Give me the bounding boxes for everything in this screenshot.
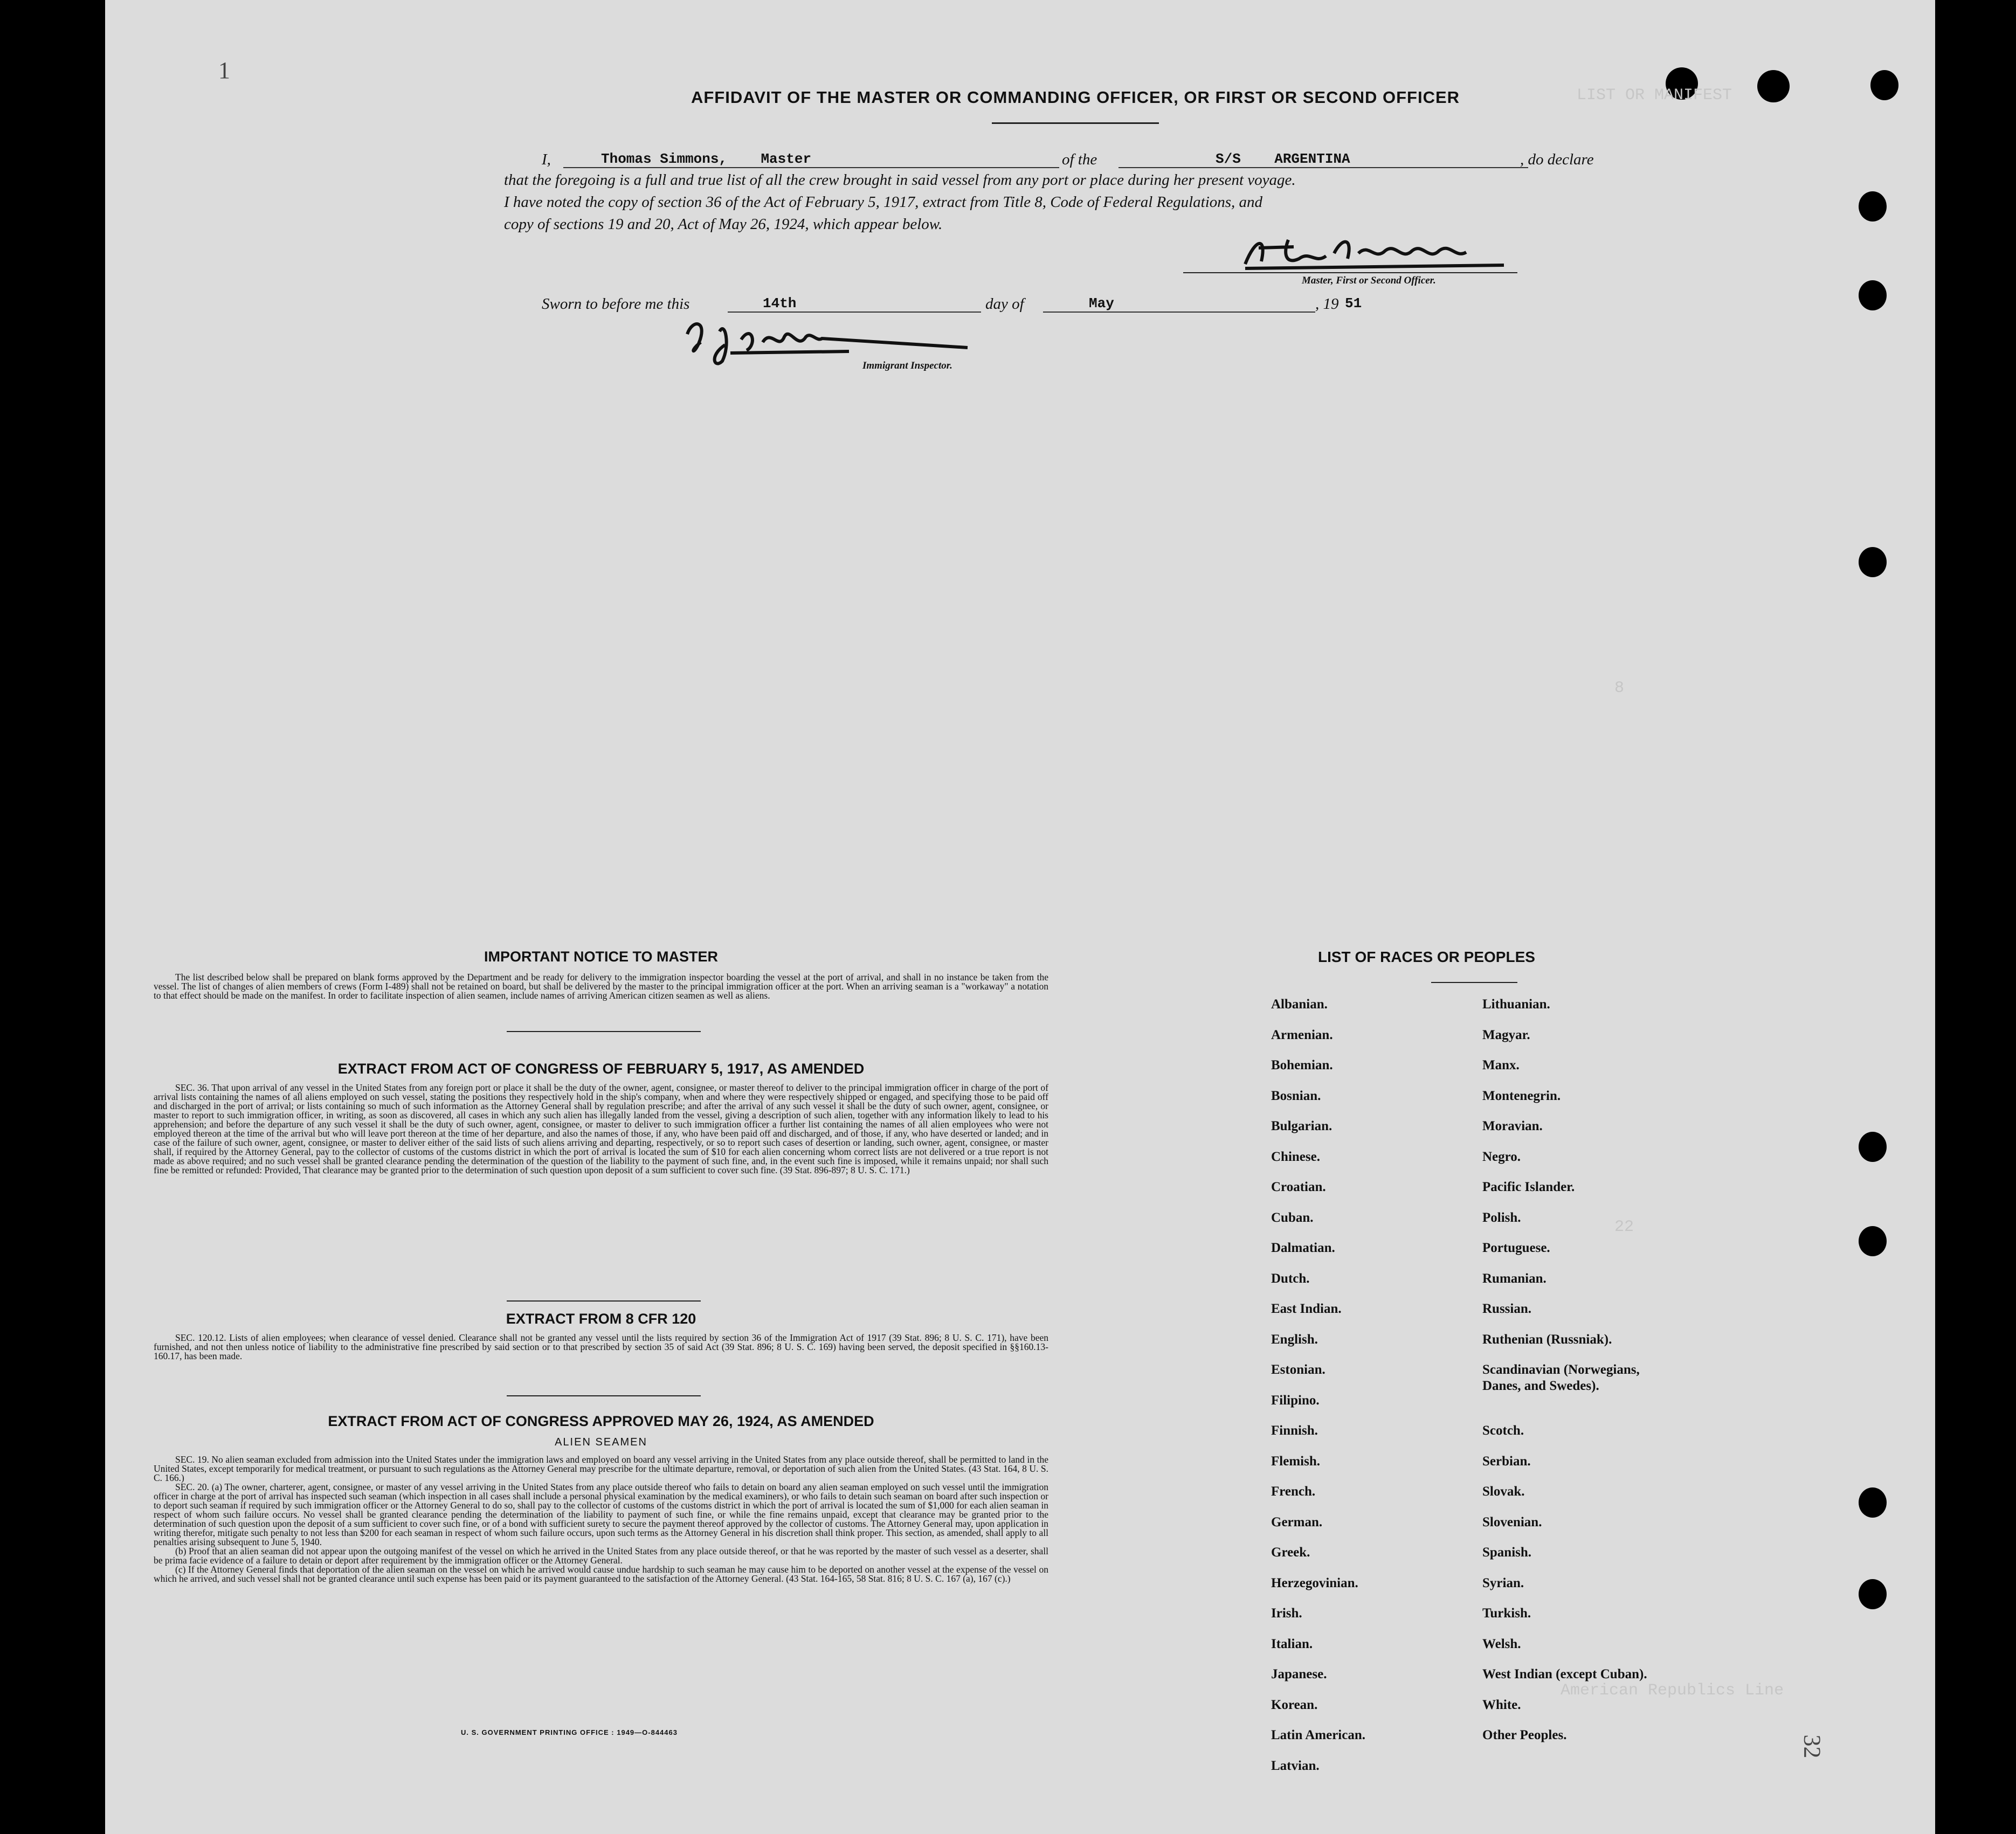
race-item: Japanese. <box>1271 1667 1327 1681</box>
race-item: Filipino. <box>1271 1393 1320 1408</box>
race-item: East Indian. <box>1271 1302 1342 1316</box>
master-signature <box>1234 232 1515 275</box>
year-prefix: , 19 <box>1315 295 1339 313</box>
race-item: Albanian. <box>1271 997 1328 1012</box>
punch-hole <box>1859 547 1887 577</box>
race-item: Turkish. <box>1482 1606 1531 1621</box>
race-item: Welsh. <box>1482 1636 1521 1651</box>
race-item: Finnish. <box>1271 1423 1318 1438</box>
race-item: Syrian. <box>1482 1575 1524 1590</box>
race-item: Manx. <box>1482 1058 1520 1072</box>
race-item: Herzegovinian. <box>1271 1575 1358 1590</box>
race-item: Montenegrin. <box>1482 1088 1561 1103</box>
affidavit-text: copy of sections 19 and 20, Act of May 26, 1924, which appear below. <box>504 216 943 233</box>
race-item: Bosnian. <box>1271 1088 1321 1103</box>
race-item: Cuban. <box>1271 1210 1314 1225</box>
extract-1917-title: EXTRACT FROM ACT OF CONGRESS OF FEBRUARY 5, 1917, AS AMENDED <box>337 1061 865 1077</box>
punch-hole <box>1859 1132 1887 1162</box>
race-item: Croatian. <box>1271 1180 1326 1194</box>
printer-line: U. S. GOVERNMENT PRINTING OFFICE : 1949—O-844463 <box>461 1728 678 1736</box>
divider <box>992 122 1159 124</box>
race-item: Polish. <box>1482 1210 1521 1225</box>
race-item: Flemish. <box>1271 1454 1320 1469</box>
do-declare-label: , do declare <box>1520 151 1594 168</box>
race-item: Portuguese. <box>1482 1241 1550 1255</box>
extract-1924-body <box>154 1455 1048 1583</box>
bleed-through-text: LIST OR MANIFEST <box>1577 86 1732 105</box>
bleed-through-text: 8 <box>1614 679 1625 697</box>
race-item: French. <box>1271 1484 1316 1499</box>
section-20c-text: (c) If the Attorney General finds that deportation of the alien seaman on the vessel on which he arrived would cause undue hardship to such seaman he may cause him to be deported on another vessel at the expense of the vessel on which he arrived, and such vessel shall not be granted clearance until such expense has been paid or its payment guaranteed to the satisfaction of the Attorney General. (43 Stat. 164-165, 58 Stat. 816; 8 U. S. C. 167 (a), 167 (c).) <box>154 1564 1048 1584</box>
margin-mark: 32 <box>1799 1734 1826 1759</box>
section-120-12-text: SEC. 120.12. Lists of alien employees; when clearance of vessel denied. Clearance shall not be granted any vessel until the lists required by section 36 of the Immigration Act of 1917 (39 Stat. 896; 8 U. S. C. 171), have been furnished, and not then unless notice of liability to the administrative fine prescribed by said section or to that prescribed by section 35 of said Act (39 Stat. 896; 8 U. S. C. 169) having been served, the deposit specified in §§160.13-160.17, has been made. <box>154 1332 1048 1361</box>
extract-cfr-body <box>154 1333 1048 1361</box>
race-item: Bohemian. <box>1271 1058 1333 1072</box>
vessel-name-value: S/S ARGENTINA <box>1216 151 1350 167</box>
day-field <box>728 295 981 313</box>
race-item: English. <box>1271 1332 1318 1347</box>
race-item: Scotch. <box>1482 1423 1524 1438</box>
punch-hole <box>1859 280 1887 310</box>
race-item: Irish. <box>1271 1606 1302 1621</box>
extract-1917-body <box>154 1083 1048 1175</box>
punch-hole <box>1859 191 1887 222</box>
section-20a-text: SEC. 20. (a) The owner, charterer, agent, consignee, or master of any vessel arriving in the United States from any place outside thereof who fails to detain on board any alien seaman employed on such vessel until the immigration officer in charge at the port of arrival has inspected such seaman (which inspection in all cases shall include a personal physical examination by the medical examiners), or who fails to detain such seaman on board after such inspection or to deport such seaman if required by such immigration officer or the Attorney General to do so, shall pay to the collector of customs of the customs district in which the port of arrival is located the sum of $1,000 for each alien seaman in respect of whom such failure occurs. No vessel shall be granted clearance pending the determination of the liability to payment of such fine, or while the fine remains unpaid, except that clearance may be granted prior to the determination of such question upon the deposit of a sum sufficient to cover such fine, or of a bond with sufficient surety to secure the payment thereof approved by the collector of customs. The Attorney General may, upon application in writing therefor, mitigate such penalty to not less than $200 for each seaman in respect of whom such failure occurs, upon such terms as the Attorney General in his discretion shall think proper. This section, as amended, shall apply to all penalties arising subsequent to June 5, 1940. <box>154 1482 1048 1547</box>
month-field <box>1043 295 1315 313</box>
race-item: Scandinavian (Norwegians, <box>1482 1362 1640 1377</box>
affidavit-text: that the foregoing is a full and true list of all the crew brought in said vessel from any port or place during her present voyage. <box>504 171 1296 189</box>
divider <box>507 1031 701 1032</box>
affidavit-document-page <box>105 0 1935 1834</box>
extract-cfr-title: EXTRACT FROM 8 CFR 120 <box>506 1311 696 1327</box>
year-value: 51 <box>1345 295 1362 312</box>
race-item: Spanish. <box>1482 1545 1532 1560</box>
extract-1924-title: EXTRACT FROM ACT OF CONGRESS APPROVED MAY 26, 1924, AS AMENDED <box>328 1413 874 1429</box>
punch-hole <box>1859 1226 1887 1256</box>
affidavit-i: I, <box>542 151 551 168</box>
race-item: Dalmatian. <box>1271 1241 1335 1255</box>
divider <box>507 1300 701 1302</box>
race-item: Latvian. <box>1271 1758 1320 1773</box>
notice-body <box>154 973 1048 1000</box>
races-title: LIST OF RACES OR PEOPLES <box>1318 949 1535 965</box>
sworn-month-value: May <box>1089 295 1114 312</box>
margin-mark: 1 <box>218 57 230 84</box>
notice-paragraph: The list described below shall be prepared on blank forms approved by the Department and be ready for delivery to the immigration inspector boarding the vessel at the port of arrival, and shall in no instance be taken from the vessel. The list of changes of alien members of crews (Form I-489) shall not be retained on board, but shall be delivered by the master to the principal immigration officer at the port. When an arriving seaman is a "workaway" a notation to that effect should be made on the manifest. In order to facilitate inspection of alien seamen, include names of arriving American citizen seamen as well as aliens. <box>154 972 1048 1001</box>
section-19-text: SEC. 19. No alien seaman excluded from admission into the United States under the immigration laws and employed on board any vessel arriving in the United States from any place outside thereof, shall be permitted to land in the United States, except temporarily for medical treatment, or pursuant to such regulations as the Attorney General may prescribe for the ultimate departure, removal, or deportation of such alien from the United States. (43 Stat. 164, 8 U. S. C. 166.) <box>154 1454 1048 1483</box>
vessel-field <box>1119 151 1528 168</box>
punch-hole <box>1859 1487 1887 1518</box>
race-item: West Indian (except Cuban). <box>1482 1667 1647 1681</box>
race-item: Latin American. <box>1271 1728 1365 1742</box>
divider <box>507 1395 701 1396</box>
race-item: Korean. <box>1271 1697 1318 1712</box>
race-item: Lithuanian. <box>1482 997 1550 1012</box>
punch-hole <box>1757 70 1790 102</box>
divider <box>1431 982 1517 983</box>
race-item: Bulgarian. <box>1271 1119 1333 1133</box>
notice-title: IMPORTANT NOTICE TO MASTER <box>484 949 718 965</box>
race-item: Estonian. <box>1271 1362 1325 1377</box>
section-20b-text: (b) Proof that an alien seaman did not appear upon the outgoing manifest of the vessel on which he arrived in the United States from any place outside thereof, or that he was reported by the master of such vessel as a deserter, shall be prima facie evidence of a failure to detain or deport after requirement by the immigration officer or the Attorney General. <box>154 1546 1048 1566</box>
affidavit-title: AFFIDAVIT OF THE MASTER OR COMMANDING OFFICER, OR FIRST OR SECOND OFFICER <box>691 88 1460 107</box>
master-caption: Master, First or Second Officer. <box>1302 275 1436 286</box>
bleed-through-text: American Republics Line <box>1561 1681 1784 1700</box>
of-the-label: of the <box>1062 151 1097 168</box>
race-item: Ruthenian (Russniak). <box>1482 1332 1612 1347</box>
race-item: Rumanian. <box>1482 1271 1546 1286</box>
day-of-label: day of <box>985 295 1024 313</box>
race-item: Slovenian. <box>1482 1514 1542 1530</box>
race-item: Pacific Islander. <box>1482 1180 1575 1194</box>
name-field <box>563 151 1059 168</box>
bleed-through-text: 22 <box>1614 1218 1634 1236</box>
sworn-label: Sworn to before me this <box>542 295 690 313</box>
race-item: Russian. <box>1482 1302 1532 1316</box>
race-item: Dutch. <box>1271 1271 1310 1286</box>
sworn-day-value: 14th <box>763 295 797 312</box>
punch-hole <box>1870 70 1898 100</box>
race-item: Other Peoples. <box>1482 1728 1567 1742</box>
race-item: Greek. <box>1271 1545 1310 1560</box>
race-item: German. <box>1271 1514 1323 1530</box>
race-item: Slovak. <box>1482 1484 1525 1499</box>
race-item: Chinese. <box>1271 1149 1320 1164</box>
race-item: Magyar. <box>1482 1027 1530 1042</box>
affidavit-text: I have noted the copy of section 36 of the Act of February 5, 1917, extract from Title 8, Code of Federal Regulations, and <box>504 193 1263 211</box>
alien-seamen-subtitle: ALIEN SEAMEN <box>555 1436 647 1448</box>
master-name-value: Thomas Simmons, Master <box>601 151 812 167</box>
race-item: White. <box>1482 1697 1521 1712</box>
signature-line <box>1183 272 1517 273</box>
race-item: Moravian. <box>1482 1119 1543 1133</box>
race-item: Serbian. <box>1482 1454 1531 1469</box>
race-item: Armenian. <box>1271 1027 1333 1042</box>
race-item: Danes, and Swedes). <box>1482 1379 1599 1393</box>
section-36-text: SEC. 36. That upon arrival of any vessel in the United States from any foreign port or place it shall be the duty of the owner, agent, consignee, or master thereof to deliver to the principal immigration officer in charge of the port of arrival lists containing the names of all aliens employed on such vessel, stating the positions they respectively hold in the ship's company, when and where they were respectively shipped or engaged, and specifying those to be paid off and discharged in the port of arrival; or lists containing so much of such information as the Attorney General shall by regulation prescribe; and after the arrival of any such vessel it shall be the duty of such owner, agent, consignee, or master to report to such immigration officer, in writing, as soon as discovered, all cases in which any such alien has illegally landed from the vessel, giving a description of such alien, together with any information likely to lead to his apprehension; and before the departure of any such vessel it shall be the duty of such owner, agent, consignee, or master to deliver to such immigration officer a further list containing the names of all alien employees who were not employed thereon at the time of the arrival but who will leave port thereon at the time of her departure, and also the names of those, if any, who have been paid off and discharged, and of those, if any, who have deserted or landed; and in case of the failure of such owner, agent, consignee, or master to deliver either of the said lists of such aliens arriving and departing, respectively, or so to report such cases of desertion or landing, such owner, agent, consignee, or master shall, if required by the Attorney General, pay to the collector of customs of the customs district in which the port of arrival is located the sum of $10 for each alien concerning whom correct lists are not delivered or a true report is not made as above required; and no such vessel shall be granted clearance pending the determination of the question of the liability to the payment of such fine, and, in the event such fine is imposed, while it remains unpaid; nor shall such fine be remitted or refunded: Provided, That clearance may be granted prior to the determination of such question upon deposit of a sum sufficient to cover such fine. (39 Stat. 896-897; 8 U. S. C. 171.) <box>154 1082 1048 1175</box>
inspector-caption: Immigrant Inspector. <box>862 360 952 371</box>
punch-hole <box>1859 1579 1887 1609</box>
race-item: Negro. <box>1482 1149 1521 1164</box>
race-item: Italian. <box>1271 1636 1313 1651</box>
